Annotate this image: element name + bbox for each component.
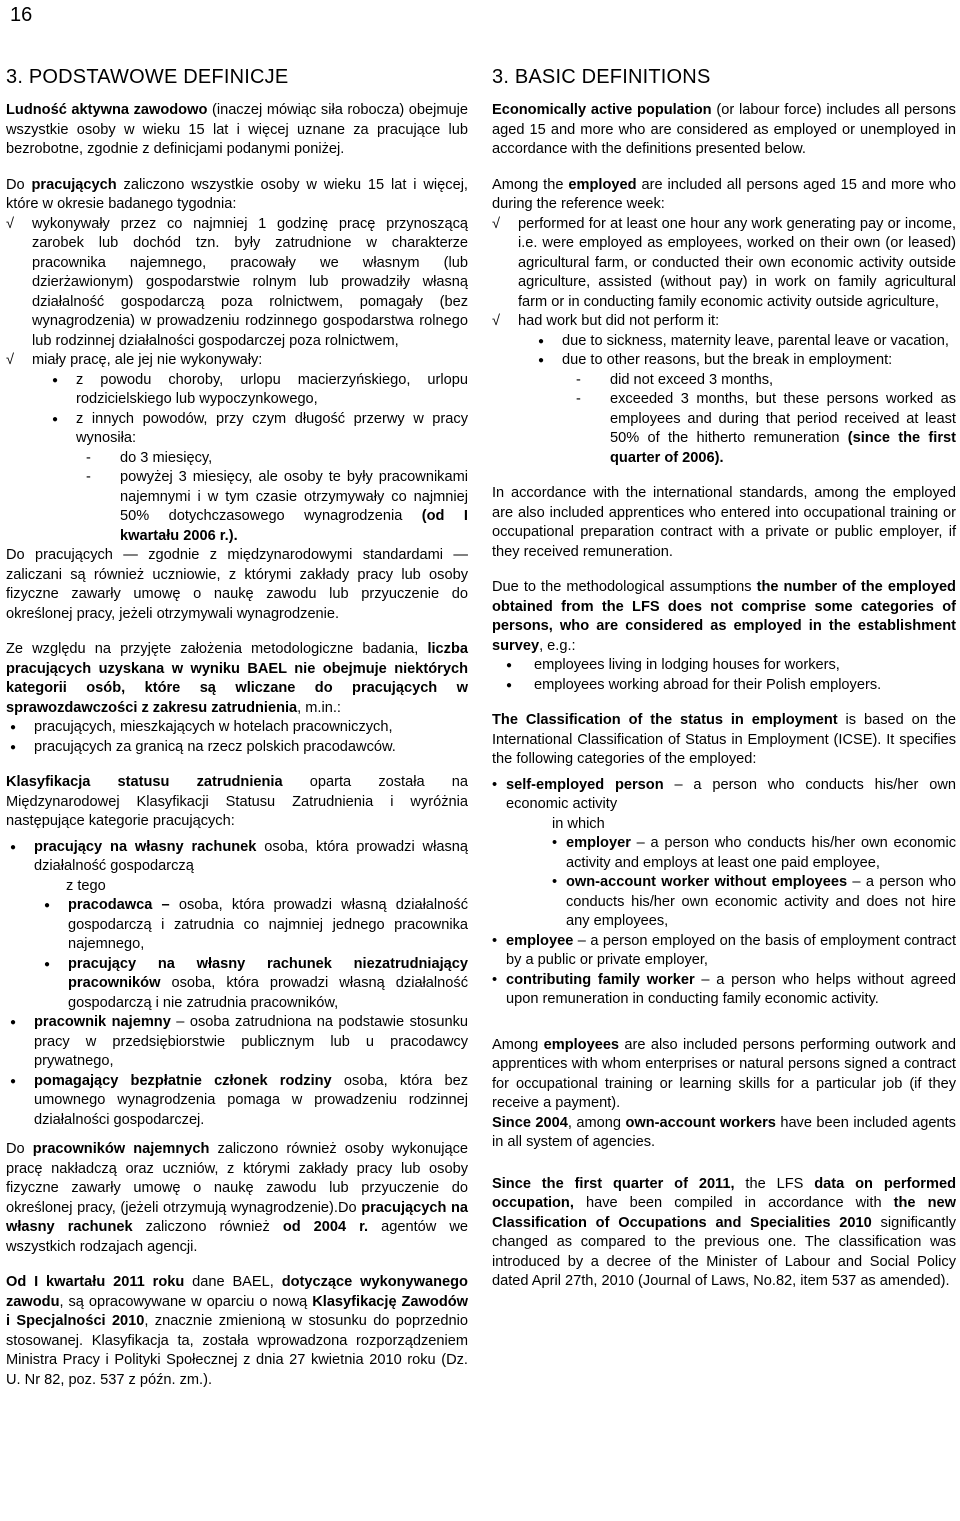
en-text: is based on the International Classification of Status in Employment (ICSE). It specifies the following categories of the employed: bbox=[492, 712, 956, 767]
pl-excluded-list bbox=[6, 718, 468, 757]
pl-status-item bbox=[6, 1013, 468, 1072]
en-check-list bbox=[492, 215, 956, 332]
en-text: – a person who conducts his/her own economic activity and does not hire any employees, bbox=[566, 874, 956, 929]
pl-term: pracowników najemnych bbox=[32, 1141, 210, 1157]
pl-employed-intro bbox=[6, 176, 468, 215]
en-text: Among the bbox=[492, 176, 569, 193]
en-term: data on performed occupation, bbox=[492, 1175, 956, 1211]
pl-text: osoba, która prowadzi własną działalność gospodarczą i nie zatrudnia pracowników, bbox=[68, 975, 468, 1011]
en-term: (since the first quarter of 2006). bbox=[610, 430, 956, 466]
pl-status-list bbox=[6, 838, 468, 877]
en-active-population bbox=[492, 101, 956, 160]
pl-term: pomagający bezpłatnie członek rodziny bbox=[34, 1072, 332, 1089]
en-text: – a person who conducts his/her own economic activity and employs at least one paid employee, bbox=[566, 835, 956, 871]
en-status-item bbox=[492, 776, 956, 815]
en-text: , e.g.: bbox=[539, 637, 576, 654]
polish-heading: 3. PODSTAWOWE DEFINICJE bbox=[6, 66, 289, 88]
en-methodology bbox=[492, 578, 956, 656]
pl-text: , znacznie zmienioną w stosunku do poprzednio stosowanej. Klasyfikacja ta, została wprowadzona rozporządzeniem Ministra Pracy i Polityki Społecznej z dnia 27 kwietnia 2010 roku (Dz. U. Nr 82, poz. 537 z późn. zm.). bbox=[6, 1313, 468, 1388]
en-duration-item: - did not exceed 3 months, bbox=[572, 371, 956, 391]
en-text: significantly changed as compared to the previous one. The classification was introduced by a decree of the Minister of Labour and Social Policy dated April 27th, 2010 (Journal of Laws, No.82, item 537 as amended). bbox=[492, 1214, 956, 1289]
pl-text: dane BAEL, bbox=[184, 1274, 282, 1290]
pl-of-which: z tego bbox=[66, 877, 106, 894]
pl-term: pracujących na własny rachunek bbox=[6, 1199, 468, 1235]
en-text: (or labour force) includes all persons aged 15 and more who are considered as employed or unemployed in accordance with the definitions presented below. bbox=[492, 102, 956, 157]
en-status-item bbox=[492, 932, 956, 971]
pl-text: oparta została na Międzynarodowej Klasyfikacji Statusu Zatrudnienia i wyróżnia następujące kategorie pracujących: bbox=[6, 774, 468, 829]
en-duration-item bbox=[572, 390, 956, 468]
page-number: 16 bbox=[10, 4, 33, 26]
pl-text: (inaczej mówiąc siła robocza) obejmuje wszystkie osoby w wieku 15 lat i więcej uznane za pracujące lub bezrobotne, zgodnie z definicjami podanymi poniżej. bbox=[6, 102, 469, 157]
pl-term: dotyczące wykonywanego zawodu bbox=[6, 1274, 468, 1310]
en-status-classification bbox=[492, 711, 956, 770]
pl-text: Ze względu na przyjęte założenia metodologiczne badania, bbox=[6, 641, 428, 657]
pl-apprentices: Do pracujących — zgodnie z międzynarodowymi standardami — zaliczani są również uczniowie, z którymi zakłady pracy lub osoby fizyczne zawarły umowę o naukę zawodu lub przyuczenie do określonej pracy, jeżeli otrzymywali wynagrodzenie. bbox=[6, 547, 468, 622]
pl-text: , m.in.: bbox=[297, 699, 341, 716]
en-occupation-classification bbox=[492, 1175, 956, 1292]
en-term: self-employed person bbox=[506, 776, 664, 793]
pl-excluded-item: ● pracujących za granicą na rzecz polskich pracodawców. bbox=[6, 738, 468, 758]
en-employed-intro bbox=[492, 176, 956, 215]
pl-occupation-classification bbox=[6, 1273, 468, 1390]
pl-check-item: √ wykonywały przez co najmniej 1 godzinę pracę przynoszącą zarobek lub dochód tzn. były zatrudnione w charakterze pracownika najemnego, pracowały we własnym (lub dzierżawionym) gospodarstwie rolnym lub prowadziły własną działalność gospodarczą poza rolnictwem, pomagały (bez wynagrodzenia) w prowadzeniu rodzinnego gospodarstwa rolnego lub rodzinnej działalności gospodarczej poza rolnictwem, bbox=[6, 215, 468, 352]
pl-text: powyżej 3 miesięcy, ale osoby te były pracownikami najemnymi i w tym czasie otrzymywały co najmniej 50% dotychczasowego wynagrodzenia bbox=[120, 469, 468, 524]
en-text: , among bbox=[567, 1114, 626, 1131]
en-term: Since the first quarter of 2011, bbox=[492, 1175, 735, 1192]
en-excluded-list bbox=[492, 656, 956, 695]
english-column bbox=[492, 66, 956, 1292]
pl-check-list bbox=[6, 215, 468, 371]
pl-text: – osoba zatrudniona na podstawie stosunku pracy w przedsiębiorstwie publicznym lub u pracodawcy prywatnego, bbox=[34, 1014, 468, 1069]
en-text: have been included agents in all system of agencies. bbox=[492, 1114, 956, 1150]
pl-status-item bbox=[6, 838, 468, 877]
pl-status-classification bbox=[6, 773, 468, 832]
en-term: contributing family worker bbox=[506, 971, 695, 988]
pl-duration-list bbox=[82, 449, 468, 547]
pl-term: Klasyfikację Zawodów i Specjalności 2010 bbox=[6, 1293, 468, 1329]
en-text: Due to the methodological assumptions bbox=[492, 579, 757, 595]
pl-text: Do bbox=[6, 176, 32, 193]
pl-status-item bbox=[6, 1072, 468, 1131]
pl-excluded-item: ● pracujących, mieszkających w hotelach pracowniczych, bbox=[6, 718, 468, 738]
en-apprentices: In accordance with the international standards, among the employed are also included apprentices who entered into occupational training or occupational preparation contract with a private or public employer, if they received remuneration. bbox=[492, 485, 956, 560]
en-excluded-item: ● employees working abroad for their Polish employers. bbox=[492, 676, 956, 696]
pl-status-list-cont bbox=[6, 1013, 468, 1130]
en-term: own-account workers bbox=[625, 1114, 776, 1131]
pl-term: pracujących bbox=[31, 176, 117, 193]
en-text: the LFS bbox=[734, 1175, 815, 1192]
pl-text: zaliczono również bbox=[132, 1219, 283, 1235]
en-excluded-item: ● employees living in lodging houses for workers, bbox=[492, 656, 956, 676]
pl-text: zaliczono również osoby wykonujące pracę nakładczą oraz uczniów, z którymi zakłady pracy lub osoby fizyczne zawarły umowę o naukę zawodu lub przyuczenie do określonej pracy, (jeżeli otrzymują wynagrodzenie).Do bbox=[6, 1141, 469, 1216]
en-sub-item bbox=[552, 873, 956, 932]
polish-column bbox=[6, 66, 468, 1390]
en-term: Since 2004 bbox=[492, 1114, 568, 1131]
pl-reasons-list bbox=[48, 371, 468, 449]
pl-text: , są opracowywane w oparciu o nową bbox=[59, 1293, 313, 1310]
english-heading: 3. BASIC DEFINITIONS bbox=[492, 66, 711, 88]
pl-duration-item bbox=[82, 468, 468, 546]
pl-active-population bbox=[6, 101, 468, 160]
pl-term: (od I kwartału 2006 r.). bbox=[120, 508, 468, 544]
en-self-employed-sub-list bbox=[552, 834, 956, 932]
pl-text: agentów we wszystkich rodzajach agencji. bbox=[6, 1219, 468, 1255]
en-text: are also included persons performing outwork and apprentices with whom enterprises or natural persons signed a contract for occupational training or learning skills for a particular job (if they receive a payment). bbox=[492, 1036, 956, 1111]
en-text: exceeded 3 months, but these persons worked as employees and during that period received at least 50% of the hitherto remuneration bbox=[610, 391, 956, 446]
en-text: – a person who conducts his/her own economic activity bbox=[506, 776, 957, 812]
pl-check-item: √ miały pracę, ale jej nie wykonywały: bbox=[6, 351, 468, 371]
en-term: employer bbox=[566, 835, 631, 851]
en-reason-item: ● due to sickness, maternity leave, parental leave or vacation, bbox=[534, 332, 956, 352]
en-text: – a person employed on the basis of employment contract by a public or private employer, bbox=[506, 932, 956, 968]
en-term: employed bbox=[568, 176, 637, 193]
pl-term: pracujący na własny rachunek niezatrudniający pracowników bbox=[68, 955, 468, 991]
en-reasons-list bbox=[534, 332, 956, 371]
pl-term: liczba pracujących uzyskana w wyniku BAEL nie obejmuje niektórych kategorii osób, które są wliczane do pracujących w sprawozdawczości z zakresu zatrudnienia bbox=[6, 641, 468, 716]
pl-duration-item: - do 3 miesięcy, bbox=[82, 449, 468, 469]
en-text: are included all persons aged 15 and more who during the reference week: bbox=[492, 176, 956, 212]
en-term: own-account worker without employees bbox=[566, 874, 848, 890]
en-term: the number of the employed obtained from the LFS does not comprise some categories of persons, who are considered as employed in the establishment survey bbox=[492, 579, 956, 654]
en-check-item: √ had work but did not perform it: bbox=[492, 312, 956, 332]
en-sub-item bbox=[552, 834, 956, 873]
pl-text: Do bbox=[6, 1141, 33, 1157]
en-employees-note bbox=[492, 1036, 956, 1114]
pl-term: Ludność aktywna zawodowo bbox=[6, 102, 208, 118]
en-status-list bbox=[492, 776, 956, 815]
pl-term: pracownik najemny bbox=[34, 1014, 171, 1030]
en-agents-note bbox=[492, 1114, 956, 1153]
en-in-which: in which bbox=[552, 815, 605, 832]
pl-text: zaliczono wszystkie osoby w wieku 15 lat i więcej, które w okresie badanego tygodnia: bbox=[6, 176, 468, 212]
en-term: employee bbox=[506, 932, 574, 949]
pl-term: pracodawca – bbox=[68, 897, 170, 913]
en-check-item: √ performed for at least one hour any work generating pay or income, i.e. were employed as employees, worked on their own (or leased) agricultural farm, or conducted their own economic activity outside agriculture, assisted (without pay) in work on family agricultural farm or in conducting family economic activity outside agriculture, bbox=[492, 215, 956, 313]
en-text: have been compiled in accordance with bbox=[573, 1195, 894, 1211]
pl-term: pracujący na własny rachunek bbox=[34, 838, 257, 855]
pl-term: Od I kwartału 2011 roku bbox=[6, 1274, 185, 1290]
en-duration-list bbox=[572, 371, 956, 469]
pl-sub-item bbox=[40, 955, 468, 1014]
pl-sub-item bbox=[40, 896, 468, 955]
pl-text: osoba, która prowadzi własną działalność gospodarczą bbox=[34, 838, 468, 874]
pl-reason-item: ● z powodu choroby, urlopu macierzyńskiego, urlopu rodzicielskiego lub wypoczynkowego, bbox=[48, 371, 468, 410]
pl-methodology bbox=[6, 640, 468, 718]
en-term: Economically active population bbox=[492, 102, 712, 118]
en-text: Among bbox=[492, 1036, 544, 1053]
pl-text: osoba, która prowadzi własną działalność gospodarczą i zatrudnia co najmniej jednego pracownika najemnego, bbox=[68, 897, 468, 952]
en-term: employees bbox=[543, 1036, 620, 1053]
en-reason-item: ● due to other reasons, but the break in employment: bbox=[534, 351, 956, 371]
pl-reason-item: ● z innych powodów, przy czym długość przerwy w pracy wynosiła: bbox=[48, 410, 468, 449]
en-term: The Classification of the status in employment bbox=[492, 712, 838, 728]
pl-self-employed-sub-list bbox=[40, 896, 468, 1013]
en-text: – a person who helps without agreed upon remuneration in conducting family economic activity. bbox=[506, 971, 956, 1007]
pl-term: od 2004 r. bbox=[282, 1219, 369, 1235]
en-term: the new Classification of Occupations and Specialities 2010 bbox=[492, 1195, 956, 1231]
pl-employees-note bbox=[6, 1140, 468, 1257]
en-status-item bbox=[492, 971, 956, 1010]
pl-term: Klasyfikacja statusu zatrudnienia bbox=[6, 774, 283, 790]
pl-text: osoba, która bez umownego wynagrodzenia pomaga w prowadzeniu rodzinnej działalności gospodarczej. bbox=[34, 1072, 468, 1128]
en-status-list-cont bbox=[492, 932, 956, 1010]
